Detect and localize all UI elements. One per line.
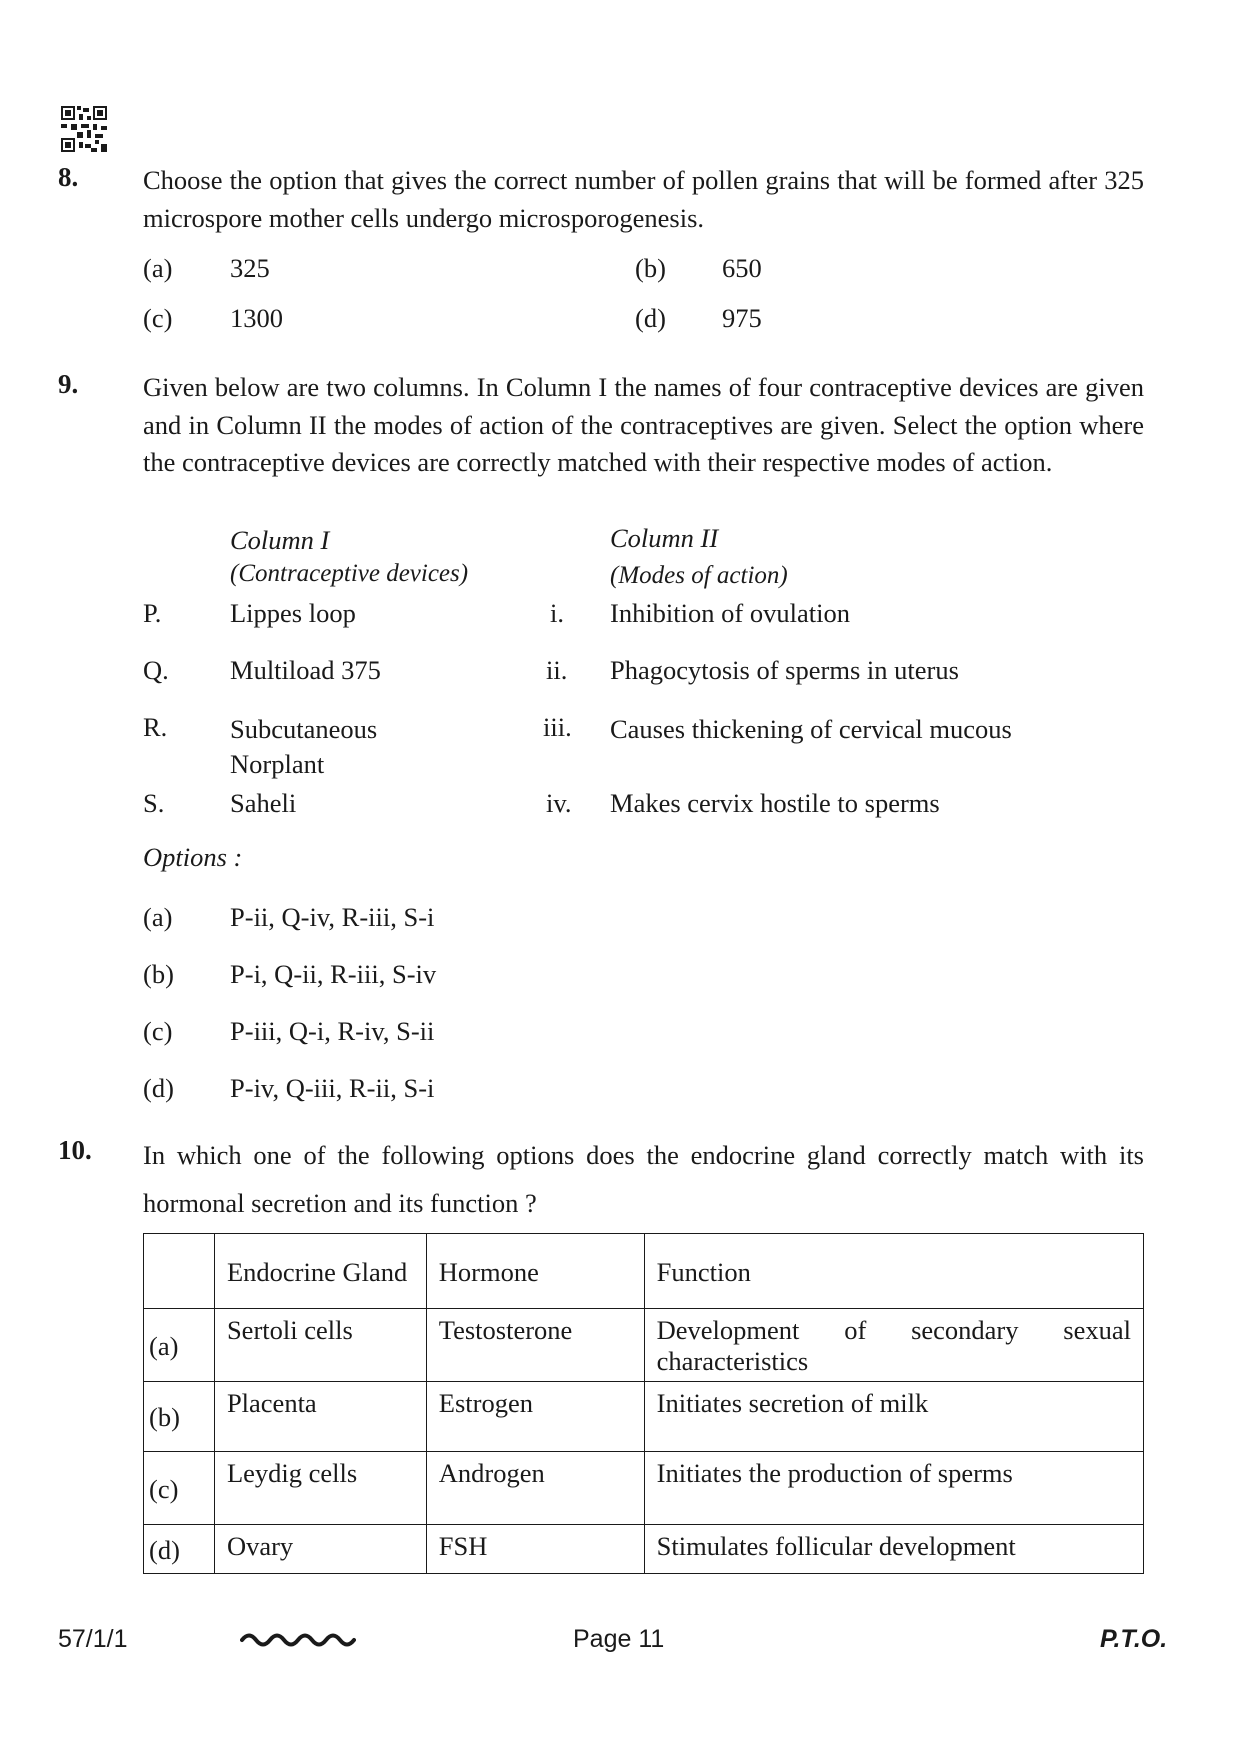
match-row-device: Saheli xyxy=(230,788,297,818)
table-cell-gland: Leydig cells xyxy=(214,1452,426,1525)
question-8-text: Choose the option that gives the correct number of pollen grains that will be formed after 325 microspore mother cells undergo microsporogenesis. xyxy=(143,165,1144,233)
q9-option-c-label: (c) xyxy=(143,1016,173,1046)
match-row-key: Q. xyxy=(143,655,169,685)
match-row-action: Phagocytosis of sperms in uterus xyxy=(610,655,959,685)
table-cell-gland: Sertoli cells xyxy=(214,1309,426,1382)
page-number: Page 11 xyxy=(573,1625,665,1653)
wave-ornament-icon xyxy=(240,1628,356,1650)
question-10-number: 10. xyxy=(58,1135,92,1165)
question-9-text: Given below are two columns. In Column I the names of four contraceptive devices are given and in Column II the modes of action of the contraceptives are given. Select the option where the contraceptive devices are correctly matched with their respective modes of action. xyxy=(143,372,1144,477)
column-1-subtitle: (Contraceptive devices) xyxy=(230,560,469,587)
table-cell-label: (a) xyxy=(144,1309,215,1382)
table-cell-label: (b) xyxy=(144,1382,215,1452)
table-cell-gland: Placenta xyxy=(214,1382,426,1452)
q9-option-c-value: P-iii, Q-i, R-iv, S-ii xyxy=(230,1016,435,1046)
match-row-roman: i. xyxy=(550,598,564,628)
match-row-roman: ii. xyxy=(546,655,568,685)
table-cell-hormone: Testosterone xyxy=(426,1309,644,1382)
column-1-title: Column I xyxy=(230,525,330,555)
question-9-number: 9. xyxy=(58,369,79,399)
match-row-device: Multiload 375 xyxy=(230,655,381,685)
match-row-roman: iv. xyxy=(546,788,572,818)
table-row xyxy=(144,1382,1144,1452)
match-row-action: Causes thickening of cervical mucous xyxy=(610,714,1012,744)
q9-option-d-label: (d) xyxy=(143,1073,174,1103)
table-header-cell: Function xyxy=(644,1234,1143,1309)
q9-option-d-value: P-iv, Q-iii, R-ii, S-i xyxy=(230,1073,435,1103)
options-heading: Options : xyxy=(143,842,243,872)
table-row xyxy=(144,1452,1144,1525)
q8-option-c-label: (c) xyxy=(143,303,173,333)
table-cell-label: (d) xyxy=(144,1525,215,1574)
table-cell-label: (c) xyxy=(144,1452,215,1525)
table-cell-hormone: FSH xyxy=(426,1525,644,1574)
match-row-device: Lippes loop xyxy=(230,598,356,628)
table-cell-function: Stimulates follicular development xyxy=(644,1525,1143,1574)
q8-option-d-label: (d) xyxy=(635,303,666,333)
table-row xyxy=(144,1309,1144,1382)
endocrine-table xyxy=(143,1233,1144,1574)
match-row-device: Subcutaneous Norplant xyxy=(230,714,378,779)
pto-label: P.T.O. xyxy=(1100,1625,1168,1653)
column-2-subtitle: (Modes of action) xyxy=(610,562,788,589)
table-header-row xyxy=(144,1234,1144,1309)
question-8-number: 8. xyxy=(58,162,79,192)
table-cell-gland: Ovary xyxy=(214,1525,426,1574)
q9-option-b-label: (b) xyxy=(143,959,174,989)
match-row-action: Makes cervix hostile to sperms xyxy=(610,788,940,818)
match-row-action: Inhibition of ovulation xyxy=(610,598,850,628)
table-header-cell: Endocrine Gland xyxy=(214,1234,426,1309)
table-header-cell: Hormone xyxy=(426,1234,644,1309)
table-cell-function: Development of secondary sexual characteristics xyxy=(644,1309,1143,1382)
column-2-title: Column II xyxy=(610,523,719,553)
paper-code: 57/1/1 xyxy=(58,1625,128,1653)
q8-option-a-value: 325 xyxy=(230,253,270,283)
q8-option-b-value: 650 xyxy=(722,253,762,283)
match-row-roman: iii. xyxy=(543,712,572,742)
table-cell-hormone: Androgen xyxy=(426,1452,644,1525)
q8-option-d-value: 975 xyxy=(722,303,762,333)
table-cell-hormone: Estrogen xyxy=(426,1382,644,1452)
q8-option-a-label: (a) xyxy=(143,253,173,283)
q8-option-c-value: 1300 xyxy=(230,303,283,333)
question-10-text: In which one of the following options does the endocrine gland correctly match with its hormonal secretion and its function ? xyxy=(143,1140,1144,1218)
table-row xyxy=(144,1525,1144,1574)
q9-option-b-value: P-i, Q-ii, R-iii, S-iv xyxy=(230,959,437,989)
table-cell-function: Initiates secretion of milk xyxy=(644,1382,1143,1452)
match-row-key: R. xyxy=(143,712,168,742)
q9-option-a-value: P-ii, Q-iv, R-iii, S-i xyxy=(230,902,435,932)
qr-code-icon xyxy=(61,106,107,152)
q9-option-a-label: (a) xyxy=(143,902,173,932)
table-cell-function: Initiates the production of sperms xyxy=(644,1452,1143,1525)
table-header-cell xyxy=(144,1234,215,1309)
match-row-key: S. xyxy=(143,788,165,818)
match-row-key: P. xyxy=(143,598,162,628)
q8-option-b-label: (b) xyxy=(635,253,666,283)
